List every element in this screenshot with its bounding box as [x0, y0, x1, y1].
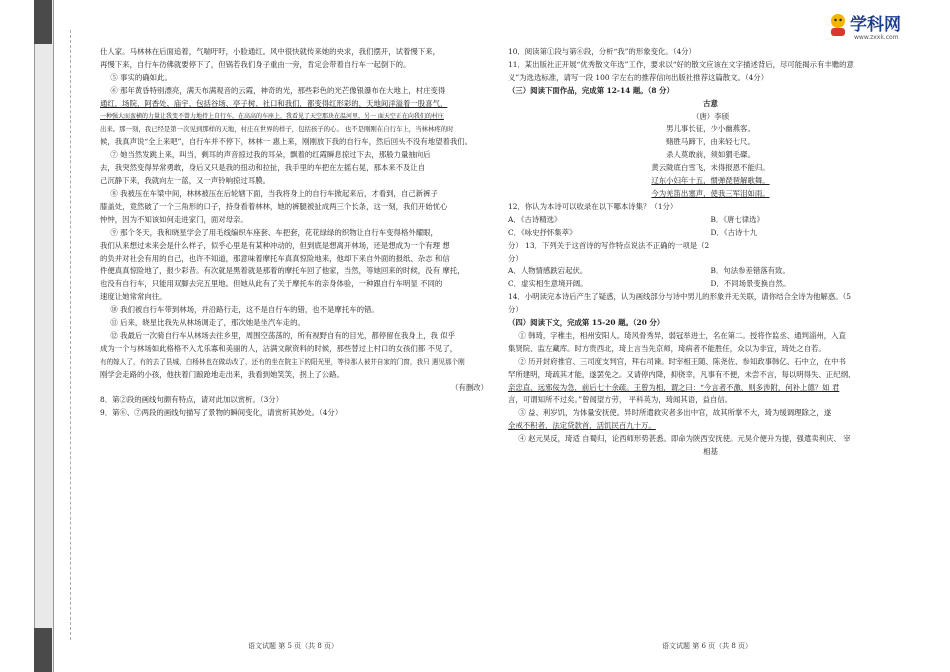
source-note: （有删改） [451, 382, 488, 392]
paragraph-line: ⑨ 那个冬天，我和晓星学会了用毛线编织车座套、车把套，花花绿绿的织物让自行车变得格外耀眼， [110, 227, 438, 237]
question-13-cont: 分） [508, 253, 523, 263]
right-page-column [508, 46, 913, 459]
classical-text-line-underlined: 全戒不积者，法定贷款首，活饥民百九十万。 [508, 421, 656, 431]
option-b: B．句法参差错落有致。 [710, 266, 790, 276]
poem-line: 赌胜马蹄下，由来轻七尺。 [666, 137, 755, 147]
option-c: C．虚实相生意境开阔。 [508, 279, 588, 289]
seal-line [70, 30, 71, 640]
poem-title: 古意 [703, 98, 718, 108]
question-13-options [508, 278, 913, 291]
question-10: 10．阅读第①段与第⑥段，分析“我”的形象变化。（4分） [508, 47, 696, 56]
paragraph-line: 成为一个与林场如此格格不入尤乐寡和美丽的人，沾满文献资料的时候，那些替过上村口的女孩们都 不见了， [100, 343, 458, 353]
poem-line: 杀人莫敢前，须如猬毛磔。 [666, 150, 755, 160]
classical-text-line: ② 历开封府推官、三司度支判官，拜右司谏。时宰相王随、陈尧佐、参知政事韩亿、石中立，在中书 [518, 356, 846, 366]
question-14: 14．小明读完本诗后产生了疑惑，认为画线部分与诗中男儿的形象并无关联，请你结合全诗为他解惑。（5 [508, 292, 851, 302]
left-page-column [100, 46, 488, 420]
question-9: 9．第⑥、⑦两段的画线句描写了景物的瞬间变化，请赏析其妙处。（4分） [100, 408, 343, 418]
paragraph-line: 己沉静下来，我就向左一蓝，又一声铃响掠过耳膜。 [100, 176, 270, 186]
paragraph-line: 的负并对社会有用的自己，也许不知道，那意味着摩托车真真惊险地来，他却下来自外面的报纸、杂志 和信 [100, 253, 450, 263]
classical-text-line-underlined: 亲忠直、远邪佞为急，前后七十余疏。王曾为相，谓之曰：“今言者不激，则多涉附，何补上德？如 君 [508, 382, 840, 392]
classical-text-line: 言，可谓知所不过矣。”曾闻望方劳， 平科英为，琦闻其语，益自信。 [508, 395, 733, 405]
question-13: 分） 13．下列关于这首诗的写作特点说法不正确的一项是（2 [508, 240, 710, 250]
paragraph-line: 去，我突然变得异常勇敢，身后又只是我的扭动和拉扯，我手里的车把在左摇右晃，那本来不及让自 [100, 163, 426, 173]
paragraph-line: 有的嫁人了，有的去了县城，白杨林也在做动改了，还有的坐在院主下的阳光里，等待那人被井自家的门窗，我只 遇见那个刚 [100, 357, 465, 366]
paragraph-line: 仕人家。马林林在后面追着，气喘吁吁，小脸通红。风中很快就传来她的央求，我们摆开，试着慢下来， [100, 47, 440, 56]
question-14-cont: 分） [508, 305, 523, 315]
paragraph-line-underlined: 一种强大而蛮横的力量让我变不曾力地持上自行车，在高高的车座上，我看见了天空那块在温河里，另一 面天空正在向我们的村庄 [100, 112, 444, 120]
paragraph-line: 忡忡，因为不知该如何走进家门，面对母亲。 [100, 214, 248, 224]
question-12-options [508, 214, 913, 227]
question-13-options [508, 265, 913, 278]
option-a: A．《古诗精选》 [508, 214, 562, 224]
classical-text-line: 罕所建明，琦疏其才能，遂罢免之。又请停内降，抑侥幸，凡事有不便，未尝不言，每以明得失、正纪纲、 [508, 369, 856, 379]
binding-dark-bottom [34, 628, 52, 672]
paragraph-line: 刚学会走路的小孩，他扶着门踉跄地走出来，我看到她笑笑，拐上了公路。 [100, 369, 344, 379]
option-b: B．《唐七律选》 [710, 214, 764, 224]
poem-line: 男儿事长征，少小幽燕客。 [666, 124, 755, 134]
paragraph-line: 速度让她常常向往。 [100, 292, 167, 302]
question-12-options [508, 227, 913, 240]
paragraph-line: ⑤ 事实的确如此。 [110, 72, 172, 82]
option-a: A．人物情感跌宕起伏。 [508, 266, 588, 276]
paragraph-line: 出来。那一刻，我已经是第一次见到那样的天地，村庄在世界的样子，包括孩子的心。 也不是刚刚在自行车上，当林林疼的时 [100, 125, 454, 134]
paragraph-line: ⑫ 我最后一次骑自行车从林场去往乡里，周围空荡荡的，所有视野自有的目光，都停留在我身上，我 似乎 [110, 330, 456, 340]
paragraph-line: 件便真真惊险地了，报少彩昔。有次就是黑着就是那着的摩托车回了他家，当然，等她回来的时候，没有 摩托， [100, 266, 465, 276]
classical-text-line: ① 韩琦，字稚圭，相州安阳人。琦风骨秀异，弱冠举进士，名在第二。授将作监丞、通判淄州，入直 [518, 330, 846, 340]
option-d: D．不同场景变换自然。 [710, 279, 791, 289]
paragraph-line: 再慢下来，自行车彷佛就要停下了，但锅若我们身子重由一旁，肯定会带着自行车一起倒下的。 [100, 59, 411, 69]
paragraph-line: ⑦ 她当然发跳上来，叫当，剩耳的声音掠过我的耳朵，飘着的红霞瞬息掠过下去，那般力量抽向后 [110, 150, 431, 160]
binding-margin [0, 0, 100, 672]
question-11-cont: 义”为选选标准，请写一段 100 字左右的推荐信向出版社推荐这篇散文。（4分） [508, 72, 769, 82]
paragraph-line: ⑥ 那年黄昏特别漂亮，满天布满观音的云霞，神奇的光，那些彩色的光芒像银瀑布在大地上，村庄变得 [110, 85, 446, 95]
logo-mascot-icon [828, 12, 848, 38]
paragraph-line: 候，我真声说“全上来吧”，自行车并不停下，林林一 惠上来，刚刚放下我的自行车，然后回头不没有地望着我们。 [100, 137, 473, 147]
question-11: 11．某出版社正开展“优秀散文年选”工作，要求以“好的散文应该在文字描述背后，尽可能揭示有丰赡的意 [508, 59, 854, 69]
option-c: C．《咏史抒怀集萃》 [508, 227, 577, 237]
logo-url: www.zxxk.com [854, 34, 899, 41]
question-8: 8．第②段的画线句颇有特点，请对此加以赏析。（3分） [100, 395, 284, 405]
footer-page-6: 语文试题 第 6 页（共 8 页） [662, 642, 753, 650]
poem-line: 黄云陇底白雪飞，未得报恩不能归。 [651, 163, 770, 173]
section-3-heading: （三）阅读下面作品，完成第 12-14 题。（8 分） [508, 85, 674, 95]
paragraph-line: 也没有自行车，只能用双脚去完五里地。但她从此有了关于摩托车的亲身体验，一种跟自行车明显 不同的 [100, 279, 443, 289]
poem-line-underlined: 辽东小妇年十五，惯弹琵琶解歌舞。 [651, 176, 770, 186]
paragraph-line-underlined: 通红，场院、阿香处、庙宇，包括谷场、亭子树、社口和我们，都变得红形彩的，天地间洋溢着一股喜气， [100, 98, 448, 108]
classical-text-line: 相基 [703, 447, 718, 457]
footer-page-5: 语文试题 第 5 页（共 8 页） [248, 642, 339, 650]
binding-strip [34, 0, 54, 672]
paragraph-line: 我们从来想过未来会是什么样子，似乎心里是有某种冲动的，但到底是想离开林场，还是想成为一个有理 想 [100, 240, 450, 250]
paragraph-line: ⑪ 后来，晓星比我先从林场调走了，那次她是坐汽车走的。 [110, 318, 305, 328]
logo [828, 10, 928, 44]
classical-text-line: ④ 赵元昊反，琦适 自蜀归，论西师形势甚悉。即命为陕西安抚使。元昊介便升为提，强遣卖利庆、 宰 [518, 434, 851, 444]
paragraph-line: ⑩ 我们被自行车带到林场，并沿路行走，这不是自行车的错，也不是摩托车的错。 [110, 305, 379, 315]
logo-text: 学科网 [850, 15, 901, 35]
binding-dark-top [34, 0, 52, 44]
section-4-heading: （四）阅读下文，完成第 15-20 题。（20 分） [508, 318, 665, 328]
option-d: D．《古诗十九 [710, 227, 758, 237]
classical-text-line: ③ 益、利岁饥，为体量安抚使。异时所遣救灾者多出中官，故其所掌不大，琦为缓调理除之，遂 [518, 408, 832, 418]
paragraph-line: ⑧ 我被压在车梁中间，林林被压在后轮辖下面，当我将身上的自行车掀起来后，才看到，自己新裤子 [110, 188, 438, 198]
paragraph-line: 膝盖处，竟然破了一个三角形的口子，持身看着林林，她的裤腿被扯成两三个长条，这一刻，我们开始忧心 [100, 201, 448, 211]
poem-author: （唐）李颀 [692, 111, 729, 121]
poem-line-underlined: 今为羌笛出塞声，使我三军泪如雨。 [651, 188, 770, 198]
classical-text-line: 集贤院、监左藏库。时方贵西北，琦上言当先京师，琦病者不能胜任，众以为非宜，琦处之自若。 [508, 343, 826, 353]
question-12: 12．你认为本诗可以收录在以下哪本诗集？（1分） [508, 201, 678, 211]
